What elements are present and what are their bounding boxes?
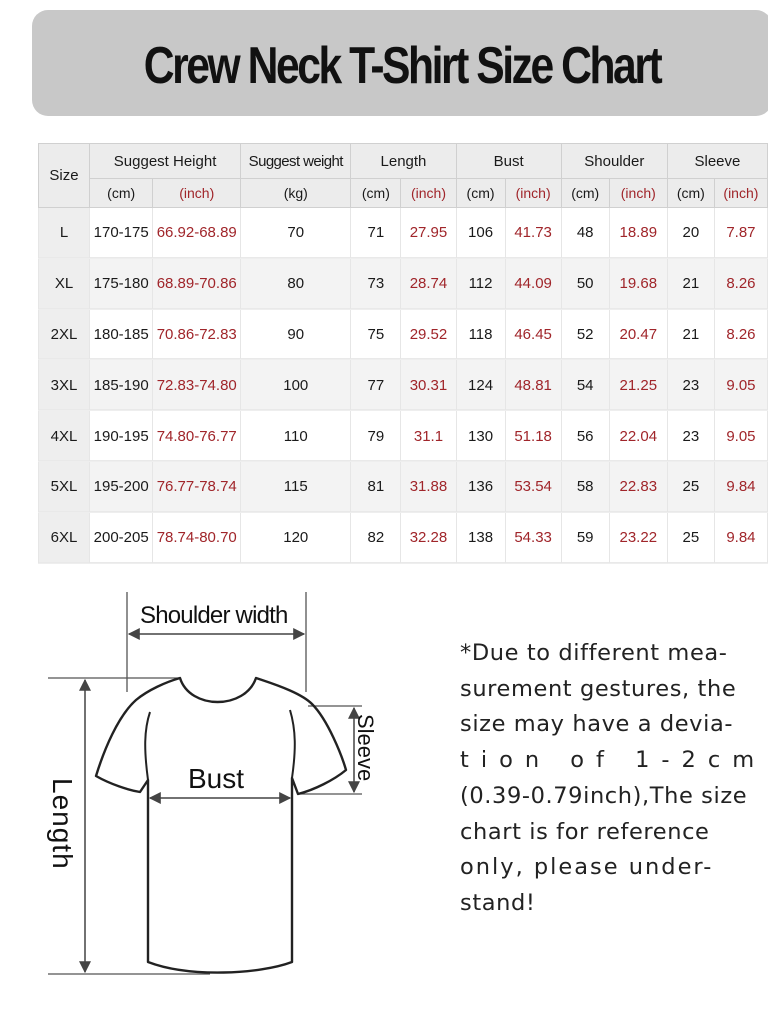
shoulder-cm-cell: 58 <box>561 461 609 512</box>
header-length: Length <box>351 144 456 179</box>
sleeve-cm-cell: 21 <box>667 309 714 360</box>
note-line: stand! <box>460 889 536 916</box>
bust-inch-cell: 41.73 <box>505 208 561 259</box>
height-cm-cell: 195-200 <box>90 461 153 512</box>
length-label: Length <box>47 778 78 870</box>
page-title: Crew Neck T-Shirt Size Chart <box>143 37 661 95</box>
header-bust: Bust <box>456 144 561 179</box>
weight-kg-cell: 80 <box>241 258 351 309</box>
sleeve-cm-cell: 25 <box>667 461 714 512</box>
size-cell: 2XL <box>39 309 90 360</box>
unit-kg: (kg) <box>241 179 351 208</box>
table-row <box>39 461 768 512</box>
header-sleeve: Sleeve <box>667 144 767 179</box>
size-cell: 3XL <box>39 360 90 411</box>
bust-inch-cell: 53.54 <box>505 461 561 512</box>
weight-kg-cell: 90 <box>241 309 351 360</box>
weight-kg-cell: 115 <box>241 461 351 512</box>
sleeve-cm-cell: 25 <box>667 512 714 563</box>
height-inch-cell: 78.74-80.70 <box>153 512 241 563</box>
unit-cm: (cm) <box>351 179 401 208</box>
note-line: (0.39-0.79inch),The size <box>460 782 748 809</box>
bust-inch-cell: 46.45 <box>505 309 561 360</box>
table-row <box>39 258 768 309</box>
weight-kg-cell: 110 <box>241 411 351 462</box>
bust-cm-cell: 112 <box>456 258 505 309</box>
shoulder-cm-cell: 59 <box>561 512 609 563</box>
unit-cm: (cm) <box>90 179 153 208</box>
shoulder-inch-cell: 19.68 <box>609 258 667 309</box>
header-shoulder: Shoulder <box>561 144 667 179</box>
shoulder-cm-cell: 56 <box>561 411 609 462</box>
unit-inch: (inch) <box>714 179 767 208</box>
shoulder-cm-cell: 50 <box>561 258 609 309</box>
shoulder-width-label: Shoulder width <box>140 602 288 629</box>
bust-inch-cell: 54.33 <box>505 512 561 563</box>
length-cm-cell: 81 <box>351 461 401 512</box>
unit-inch: (inch) <box>401 179 456 208</box>
unit-cm: (cm) <box>667 179 714 208</box>
shoulder-cm-cell: 52 <box>561 309 609 360</box>
length-inch-cell: 28.74 <box>401 258 456 309</box>
weight-kg-cell: 120 <box>241 512 351 563</box>
length-inch-cell: 29.52 <box>401 309 456 360</box>
sleeve-cm-cell: 21 <box>667 258 714 309</box>
height-inch-cell: 72.83-74.80 <box>153 360 241 411</box>
weight-kg-cell: 100 <box>241 360 351 411</box>
height-cm-cell: 200-205 <box>90 512 153 563</box>
size-table <box>38 143 768 564</box>
tshirt-measurement-diagram <box>40 580 420 1000</box>
length-inch-cell: 31.1 <box>401 411 456 462</box>
sleeve-inch-cell: 9.84 <box>714 461 767 512</box>
bust-label: Bust <box>188 763 245 794</box>
length-inch-cell: 31.88 <box>401 461 456 512</box>
unit-inch: (inch) <box>153 179 241 208</box>
size-cell: XL <box>39 258 90 309</box>
height-inch-cell: 70.86-72.83 <box>153 309 241 360</box>
height-cm-cell: 175-180 <box>90 258 153 309</box>
sleeve-inch-cell: 9.05 <box>714 411 767 462</box>
size-cell: 4XL <box>39 411 90 462</box>
note-line: only, please under- <box>460 854 714 881</box>
unit-inch: (inch) <box>505 179 561 208</box>
bust-cm-cell: 130 <box>456 411 505 462</box>
sleeve-cm-cell: 23 <box>667 360 714 411</box>
table-row <box>39 512 768 563</box>
length-cm-cell: 77 <box>351 360 401 411</box>
shoulder-inch-cell: 18.89 <box>609 208 667 259</box>
table-unit-row <box>39 179 768 208</box>
shoulder-cm-cell: 48 <box>561 208 609 259</box>
table-header-row <box>39 144 768 179</box>
length-inch-cell: 27.95 <box>401 208 456 259</box>
length-cm-cell: 79 <box>351 411 401 462</box>
length-inch-cell: 30.31 <box>401 360 456 411</box>
length-cm-cell: 73 <box>351 258 401 309</box>
bust-cm-cell: 118 <box>456 309 505 360</box>
sleeve-inch-cell: 9.05 <box>714 360 767 411</box>
shoulder-inch-cell: 22.83 <box>609 461 667 512</box>
table-row <box>39 208 768 259</box>
height-cm-cell: 170-175 <box>90 208 153 259</box>
unit-inch: (inch) <box>609 179 667 208</box>
bust-cm-cell: 124 <box>456 360 505 411</box>
sleeve-label: Sleeve <box>353 714 378 782</box>
size-cell: 6XL <box>39 512 90 563</box>
length-inch-cell: 32.28 <box>401 512 456 563</box>
sleeve-inch-cell: 7.87 <box>714 208 767 259</box>
note-line: *Due to different mea- <box>460 640 728 666</box>
sleeve-inch-cell: 9.84 <box>714 512 767 563</box>
length-cm-cell: 71 <box>351 208 401 259</box>
shoulder-inch-cell: 20.47 <box>609 309 667 360</box>
length-cm-cell: 75 <box>351 309 401 360</box>
weight-kg-cell: 70 <box>241 208 351 259</box>
shoulder-inch-cell: 23.22 <box>609 512 667 563</box>
unit-cm: (cm) <box>561 179 609 208</box>
height-cm-cell: 180-185 <box>90 309 153 360</box>
length-cm-cell: 82 <box>351 512 401 563</box>
header-suggest-weight: Suggest weight <box>241 144 351 179</box>
table-row <box>39 411 768 462</box>
table-row <box>39 309 768 360</box>
bust-cm-cell: 136 <box>456 461 505 512</box>
title-banner <box>32 10 768 116</box>
deviation-note <box>460 636 767 922</box>
note-line: size may have a devia- <box>460 711 734 738</box>
note-line: surement gestures, the <box>460 675 737 702</box>
sleeve-cm-cell: 23 <box>667 411 714 462</box>
height-inch-cell: 74.80-76.77 <box>153 411 241 462</box>
height-inch-cell: 66.92-68.89 <box>153 208 241 259</box>
shoulder-cm-cell: 54 <box>561 360 609 411</box>
bust-inch-cell: 51.18 <box>505 411 561 462</box>
note-line: tion of 1-2cm <box>460 747 767 774</box>
size-cell: 5XL <box>39 461 90 512</box>
bust-cm-cell: 138 <box>456 512 505 563</box>
unit-cm: (cm) <box>456 179 505 208</box>
size-header: Size <box>39 144 90 208</box>
sleeve-cm-cell: 20 <box>667 208 714 259</box>
header-suggest-height: Suggest Height <box>90 144 241 179</box>
size-cell: L <box>39 208 90 259</box>
bust-inch-cell: 44.09 <box>505 258 561 309</box>
height-inch-cell: 68.89-70.86 <box>153 258 241 309</box>
height-cm-cell: 190-195 <box>90 411 153 462</box>
sleeve-inch-cell: 8.26 <box>714 309 767 360</box>
bust-cm-cell: 106 <box>456 208 505 259</box>
note-line: chart is for reference <box>460 818 710 845</box>
table-row <box>39 360 768 411</box>
sleeve-inch-cell: 8.26 <box>714 258 767 309</box>
height-cm-cell: 185-190 <box>90 360 153 411</box>
height-inch-cell: 76.77-78.74 <box>153 461 241 512</box>
shoulder-inch-cell: 21.25 <box>609 360 667 411</box>
shoulder-inch-cell: 22.04 <box>609 411 667 462</box>
bust-inch-cell: 48.81 <box>505 360 561 411</box>
